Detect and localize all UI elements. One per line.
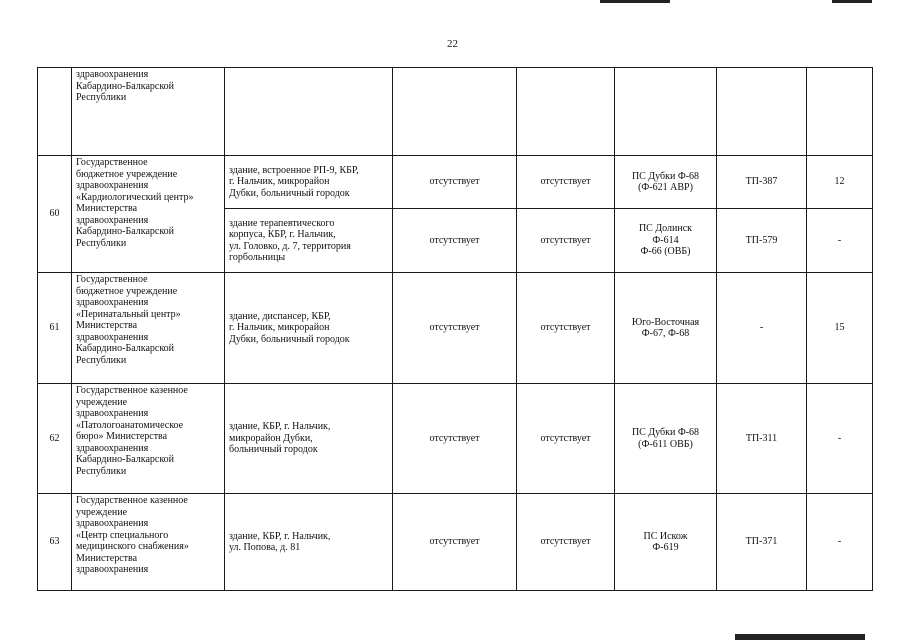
address-cell-text: здание, встроенное РП-9, КБР, г. Нальчик, микрорайон Дубки, больничный городок bbox=[229, 164, 359, 199]
address-cell bbox=[224, 272, 393, 384]
value-cell bbox=[806, 155, 873, 209]
status-cell bbox=[516, 208, 615, 273]
row-number-cell-text: 62 bbox=[49, 432, 60, 444]
transformer-cell-text: ТП-387 bbox=[745, 176, 778, 188]
status-cell-text: отсутствует bbox=[429, 432, 480, 444]
empty-cell bbox=[392, 67, 517, 156]
organization-cell-text: здравоохранения Кабардино-Балкарской Республики bbox=[76, 69, 175, 103]
substation-cell-text: Юго-Восточная Ф-67, Ф-68 bbox=[631, 316, 700, 339]
status-cell bbox=[392, 493, 517, 591]
transformer-cell-text: ТП-579 bbox=[745, 234, 778, 246]
address-cell-text: здание, КБР, г. Нальчик, микрорайон Дубки, больничный городок bbox=[229, 421, 331, 456]
substation-cell bbox=[614, 383, 717, 494]
address-cell-text: здание, диспансер, КБР, г. Нальчик, микрорайон Дубки, больничный городок bbox=[229, 310, 350, 345]
address-cell bbox=[224, 383, 393, 494]
status-cell bbox=[392, 383, 517, 494]
transformer-cell bbox=[716, 272, 807, 384]
transformer-cell bbox=[716, 493, 807, 591]
row-number-cell bbox=[37, 67, 72, 156]
address-cell-text: здание, КБР, г. Нальчик, ул. Попова, д. 81 bbox=[229, 530, 331, 553]
address-cell bbox=[224, 493, 393, 591]
transformer-cell-text: ТП-311 bbox=[745, 432, 778, 444]
organization-cell-text: Государственное бюджетное учреждение здравоохранения «Перинатальный центр» Министерства здравоохранения Кабардино-Балкарской Республики bbox=[76, 274, 181, 366]
organization-cell-text: Государственное бюджетное учреждение здравоохранения «Кардиологический центр» Министерства здравоохранения Кабардино-Балкарской Республики bbox=[76, 157, 194, 249]
status-cell bbox=[392, 208, 517, 273]
value-cell-text: - bbox=[837, 432, 842, 444]
organization-cell-text: Государственное казенное учреждение здравоохранения «Центр специального медицинского снабжения» Министерства здравоохранения bbox=[76, 495, 189, 575]
transformer-cell bbox=[716, 208, 807, 273]
status-cell-text: отсутствует bbox=[540, 176, 591, 188]
substation-cell-text: ПС Долинск Ф-614 Ф-66 (ОВБ) bbox=[638, 223, 693, 258]
organization-cell bbox=[71, 272, 225, 384]
row-number-cell-text: 61 bbox=[49, 322, 60, 334]
row-number-cell bbox=[37, 155, 72, 273]
status-cell-text: отсутствует bbox=[429, 176, 480, 188]
value-cell-text: - bbox=[837, 234, 842, 246]
value-cell-text: 12 bbox=[834, 176, 845, 188]
substation-cell bbox=[614, 272, 717, 384]
status-cell bbox=[516, 155, 615, 209]
row-number-cell-text: 63 bbox=[49, 536, 60, 548]
transformer-cell bbox=[716, 383, 807, 494]
value-cell bbox=[806, 493, 873, 591]
organization-cell bbox=[71, 155, 225, 273]
value-cell bbox=[806, 383, 873, 494]
value-cell-text: - bbox=[837, 536, 842, 548]
status-cell-text: отсутствует bbox=[540, 536, 591, 548]
value-cell-text: 15 bbox=[834, 322, 845, 334]
address-cell bbox=[224, 155, 393, 209]
organization-cell bbox=[71, 493, 225, 591]
organization-cell-text: Государственное казенное учреждение здравоохранения «Патологоанатомическое бюро» Министерства здравоохранения Кабардино-Балкарской Республики bbox=[76, 385, 188, 477]
empty-cell bbox=[516, 67, 615, 156]
transformer-cell bbox=[716, 155, 807, 209]
address-cell bbox=[224, 208, 393, 273]
status-cell bbox=[516, 272, 615, 384]
transformer-cell-text: - bbox=[759, 322, 764, 334]
status-cell-text: отсутствует bbox=[540, 234, 591, 246]
row-number-cell bbox=[37, 383, 72, 494]
status-cell bbox=[516, 383, 615, 494]
substation-cell bbox=[614, 155, 717, 209]
organization-cell bbox=[71, 67, 225, 156]
row-number-cell bbox=[37, 493, 72, 591]
organization-cell bbox=[71, 383, 225, 494]
transformer-cell-text: ТП-371 bbox=[745, 536, 778, 548]
status-cell bbox=[392, 272, 517, 384]
row-number-cell bbox=[37, 272, 72, 384]
substation-cell-text: ПС Дубки Ф-68 (Ф-621 АВР) bbox=[631, 170, 700, 193]
row-number-cell-text: 60 bbox=[49, 208, 60, 220]
empty-cell bbox=[806, 67, 873, 156]
substation-cell bbox=[614, 208, 717, 273]
status-cell bbox=[392, 155, 517, 209]
status-cell bbox=[516, 493, 615, 591]
status-cell-text: отсутствует bbox=[540, 322, 591, 334]
status-cell-text: отсутствует bbox=[429, 234, 480, 246]
status-cell-text: отсутствует bbox=[429, 322, 480, 334]
empty-cell bbox=[716, 67, 807, 156]
page-number: 22 bbox=[447, 38, 458, 50]
empty-cell bbox=[614, 67, 717, 156]
address-cell-text: здание терапевтического корпуса, КБР, г. Нальчик, ул. Головко, д. 7, территория горбольницы bbox=[229, 217, 351, 263]
value-cell bbox=[806, 208, 873, 273]
substation-cell-text: ПС Дубки Ф-68 (Ф-611 ОВБ) bbox=[631, 427, 700, 450]
empty-cell bbox=[224, 67, 393, 156]
substation-cell bbox=[614, 493, 717, 591]
status-cell-text: отсутствует bbox=[540, 432, 591, 444]
status-cell-text: отсутствует bbox=[429, 536, 480, 548]
value-cell bbox=[806, 272, 873, 384]
substation-cell-text: ПС Искож Ф-619 bbox=[643, 530, 688, 553]
